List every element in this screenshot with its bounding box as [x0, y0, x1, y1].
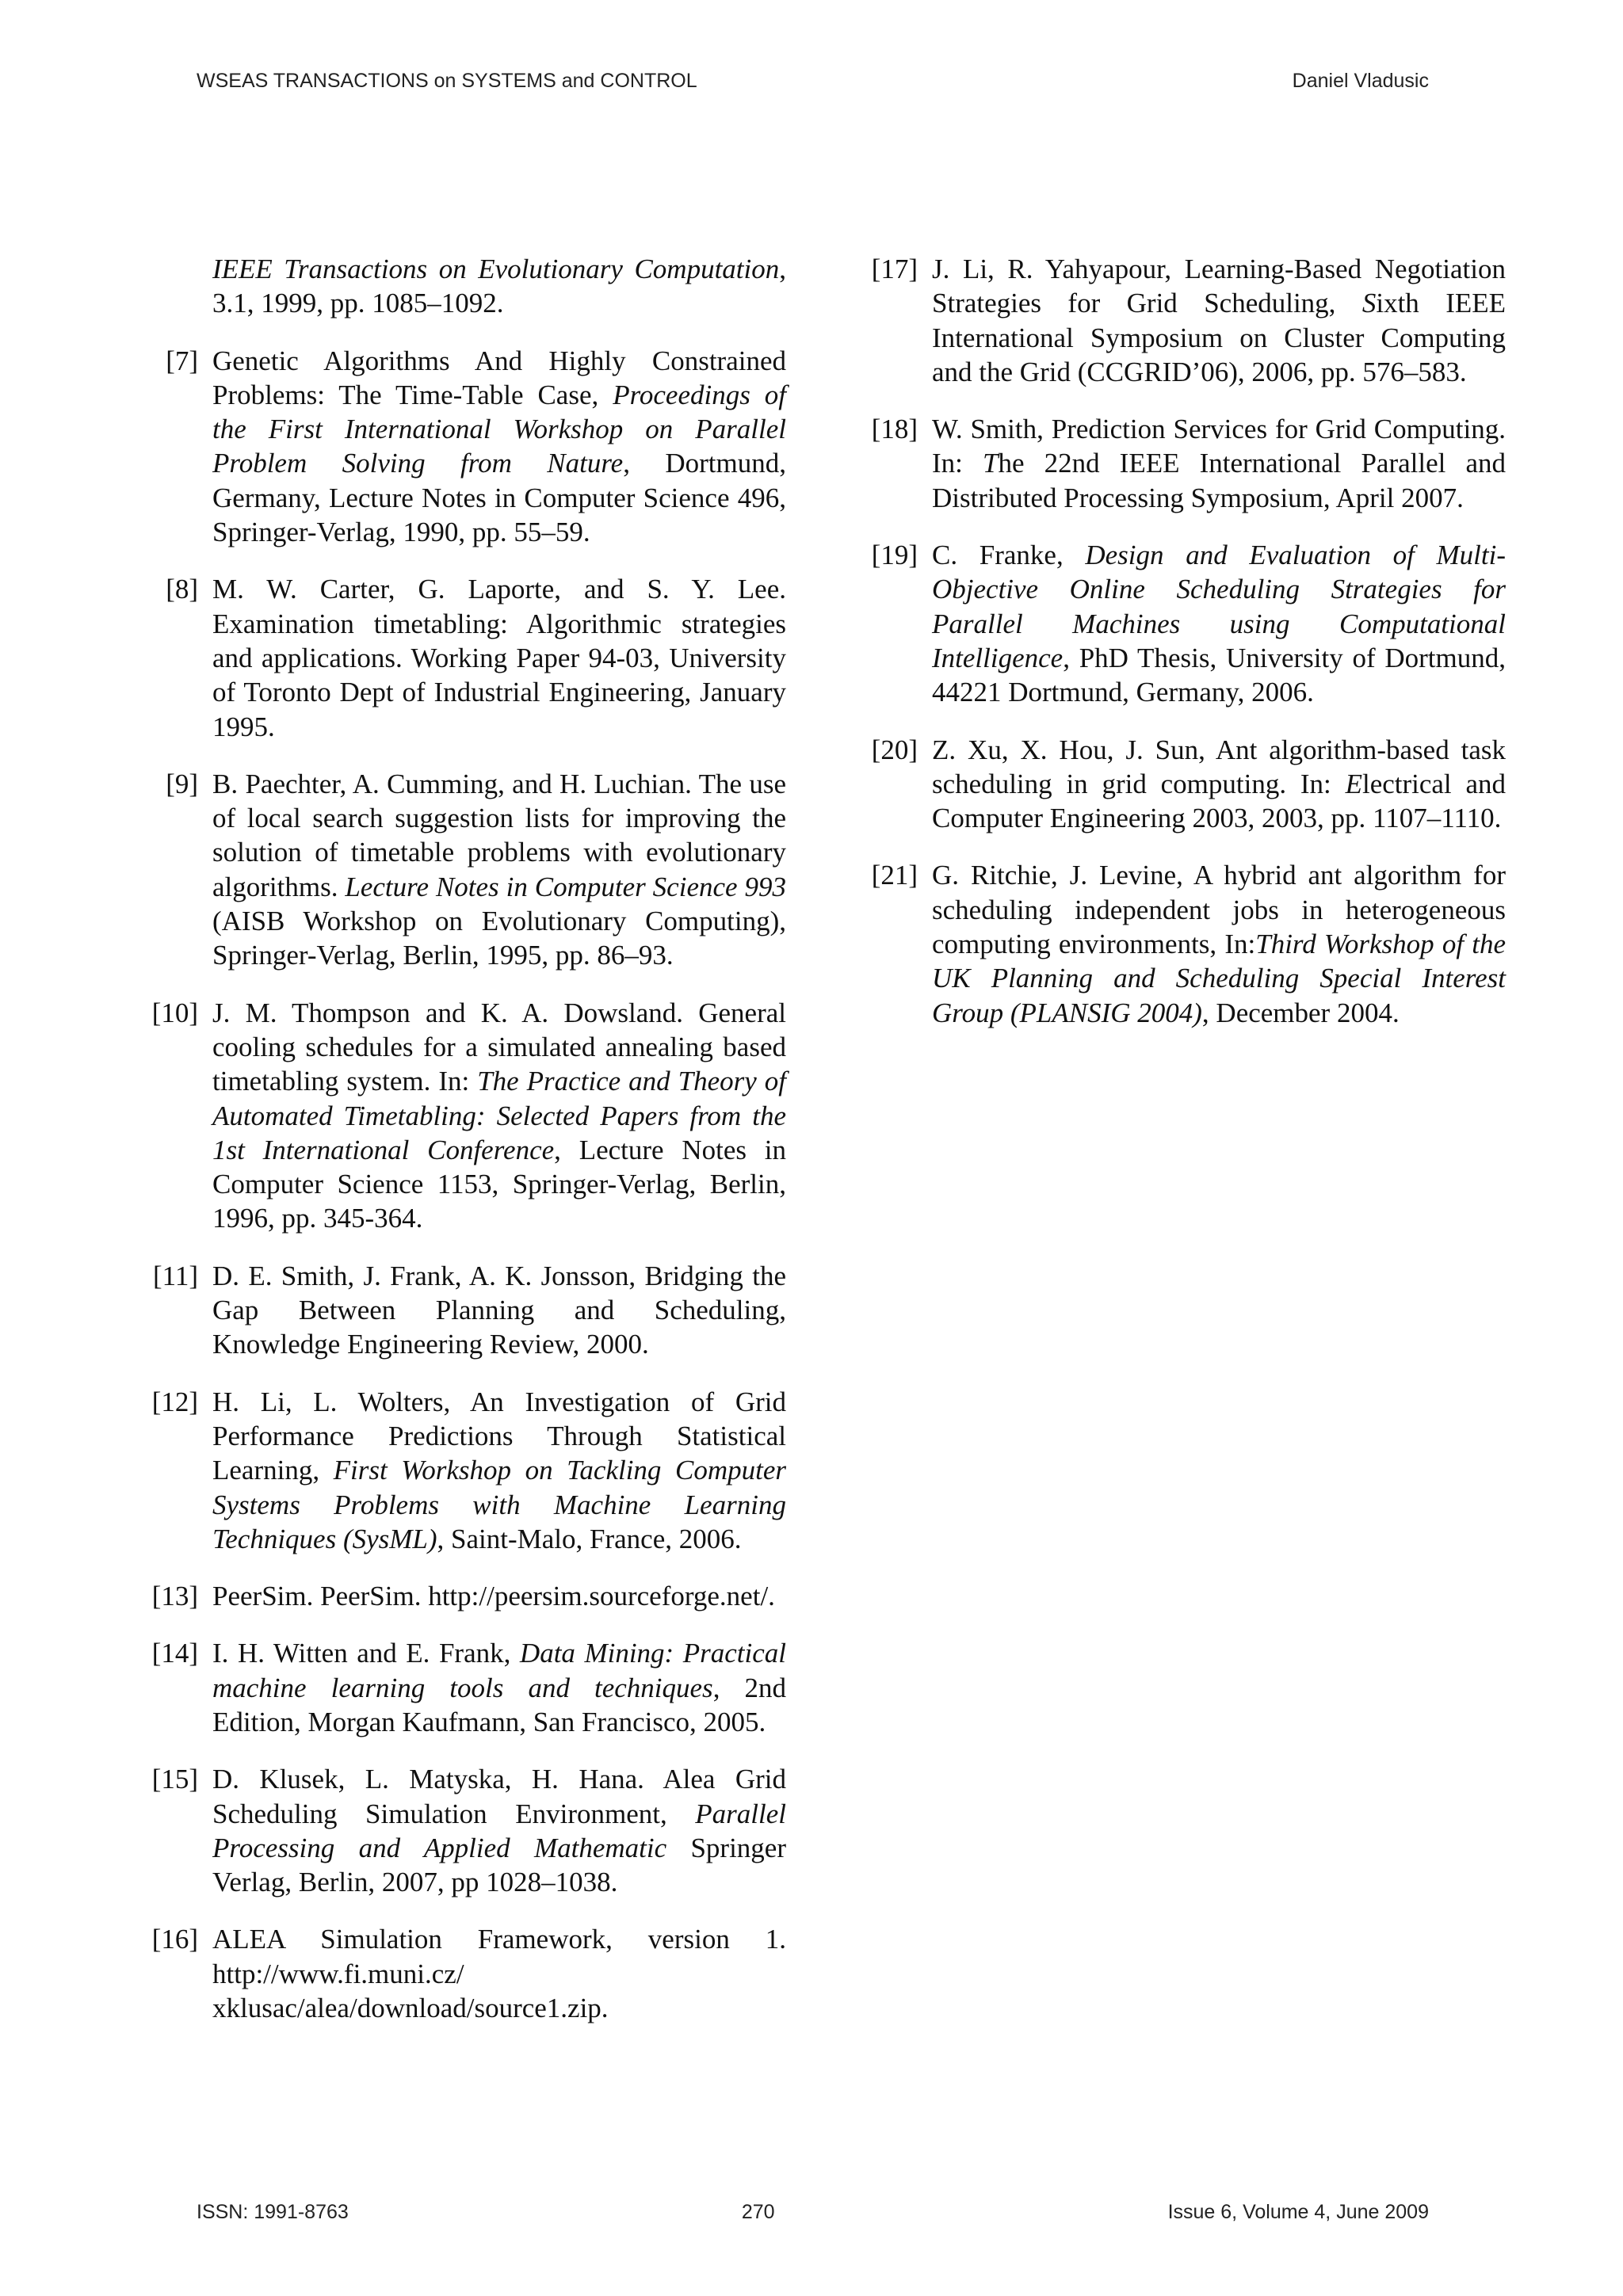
ref-part: J. Li, R. Yahyapour, Learning-Based Negotiation Strategies for Grid Scheduling,: [932, 254, 1506, 319]
ref-part: ALEA Simulation Framework, version 1. http://www.fi.muni.cz/ xklusac/alea/download/source1.zip.: [212, 1924, 786, 2024]
reference-number: [10]: [151, 997, 198, 1028]
reference-item: [147, 1922, 786, 2025]
reference-item: [147, 1259, 786, 1362]
ref-part: Third Workshop of the UK Planning and Scheduling Special Interest Group (PLANSIG 2004): [932, 929, 1506, 1028]
reference-item: [147, 572, 786, 743]
ref-part: , PhD Thesis, University of Dortmund, 44221 Dortmund, Germany, 2006.: [932, 642, 1506, 708]
running-header: [197, 70, 1429, 93]
reference-text: [212, 1579, 786, 1613]
reference-text: [212, 1259, 786, 1362]
ref-part: , December 2004.: [1201, 997, 1400, 1028]
reference-number: [8]: [166, 574, 198, 605]
ref-part: T: [982, 448, 999, 479]
ref-part: E: [1345, 768, 1362, 799]
ref-part: Lecture Notes in Computer Science 993: [345, 871, 786, 902]
reference-number: [14]: [151, 1638, 198, 1669]
reference-item: [147, 996, 786, 1236]
reference-item: [866, 252, 1506, 389]
reference-number: [9]: [166, 768, 198, 799]
ref-part: (AISB Workshop on Evolutionary Computing), Springer-Verlag, Berlin, 1995, pp. 86–93.: [212, 906, 786, 971]
ref-part: Proceedings of the First International Workshop on Parallel Problem Solving from Nature: [212, 379, 787, 479]
reference-number: [20]: [871, 734, 918, 765]
ref-part: IEEE Transactions on Evolutionary Computation: [212, 254, 780, 284]
reference-text: [212, 1636, 786, 1739]
reference-item: [866, 412, 1506, 515]
ref-part: The Practice and Theory of Automated Timetabling: Selected Papers from the 1st International Conference: [212, 1066, 786, 1165]
ref-part: I. H. Witten and E. Frank,: [212, 1638, 520, 1669]
ref-part: , 2nd Edition, Morgan Kaufmann, San Francisco, 2005.: [212, 1672, 787, 1737]
reference-text: [212, 344, 786, 550]
reference-item: [147, 1636, 786, 1739]
reference-text: [932, 733, 1506, 836]
ref-part: S: [1361, 288, 1377, 319]
ref-part: B. Paechter, A. Cumming, and H. Luchian. The use of local search suggestion lists for improving the solution of timetable problems with evolutionary algorithms.: [212, 768, 786, 902]
reference-text: [212, 1762, 786, 1899]
reference-number: [16]: [151, 1924, 198, 1955]
reference-number: [15]: [151, 1764, 198, 1795]
ref-part: M. W. Carter, G. Laporte, and S. Y. Lee. Examination timetabling: Algorithmic strategies and applications. Working Paper 94-03, University of Toronto Dept of Industrial Engineering, January 1995.: [212, 574, 786, 742]
ref-part: G. Ritchie, J. Levine, A hybrid ant algorithm for scheduling independent jobs in heterogeneous computing environments, In:: [932, 860, 1506, 960]
reference-number: [18]: [871, 414, 918, 445]
reference-item: [147, 1385, 786, 1556]
reference-item: [147, 1762, 786, 1899]
ref-part: , 3.1, 1999, pp. 1085–1092.: [212, 254, 786, 319]
ref-part: Z. Xu, X. Hou, J. Sun, Ant algorithm-based task scheduling in grid computing. In:: [932, 734, 1506, 799]
issue-info: Issue 6, Volume 4, June 2009: [1167, 2201, 1429, 2223]
reference-item: [866, 858, 1506, 1029]
ref-part: C. Franke,: [932, 540, 1086, 571]
ref-part: lectrical and Computer Engineering 2003, 2003, pp. 1107–1110.: [932, 768, 1506, 834]
reference-column-left: [147, 252, 786, 2048]
ref-part: , Saint-Malo, France, 2006.: [437, 1523, 742, 1554]
reference-text: [932, 538, 1506, 709]
ref-part: D. E. Smith, J. Frank, A. K. Jonsson, Bridging the Gap Between Planning and Scheduling, Knowledge Engineering Review, 2000.: [212, 1260, 786, 1360]
ref-part: Data Mining: Practical machine learning tools and techniques: [212, 1638, 786, 1703]
reference-text: [212, 767, 786, 973]
reference-text: [932, 252, 1506, 389]
reference-text: [932, 412, 1506, 515]
ref-part: PeerSim. PeerSim. http://peersim.sourceforge.net/.: [212, 1581, 775, 1612]
reference-continuation: [147, 252, 786, 321]
reference-text: [212, 996, 786, 1236]
reference-item: [147, 344, 786, 550]
ref-part: Springer Verlag, Berlin, 2007, pp 1028–1038.: [212, 1832, 786, 1898]
issn: ISSN: 1991-8763: [197, 2201, 349, 2223]
reference-text: [212, 572, 786, 743]
ref-part: Design and Evaluation of Multi-Objective Online Scheduling Strategies for Parallel Machines using Computational Intelligence: [932, 540, 1506, 673]
ref-part: , Lecture Notes in Computer Science 1153, Springer-Verlag, Berlin, 1996, pp. 345-364.: [212, 1134, 786, 1234]
reference-text: [932, 858, 1506, 1029]
ref-part: Genetic Algorithms And Highly Constrained Problems: The Time-Table Case,: [212, 345, 786, 410]
reference-number: [19]: [871, 540, 918, 571]
reference-number: [12]: [151, 1386, 198, 1417]
reference-number: [17]: [871, 254, 918, 284]
reference-number: [13]: [151, 1581, 198, 1612]
journal-name: WSEAS TRANSACTIONS on SYSTEMS and CONTROL: [197, 70, 697, 92]
ref-part: he 22nd IEEE International Parallel and Distributed Processing Symposium, April 2007.: [932, 448, 1506, 513]
ref-part: J. M. Thompson and K. A. Dowsland. General cooling schedules for a simulated annealing based timetabling system. In:: [212, 997, 786, 1097]
reference-number: [11]: [152, 1260, 198, 1291]
reference-item: [147, 1579, 786, 1613]
ref-part: Parallel Processing and Applied Mathematic: [212, 1798, 786, 1863]
reference-number: [21]: [871, 860, 918, 891]
ref-part: H. Li, L. Wolters, An Investigation of Grid Performance Predictions Through Statistical Learning,: [212, 1386, 786, 1486]
reference-text: [212, 1922, 786, 2025]
reference-item: [866, 733, 1506, 836]
ref-part: First Workshop on Tackling Computer Systems Problems with Machine Learning Techniques (SysML): [212, 1455, 787, 1554]
reference-number: [7]: [166, 345, 198, 376]
reference-item: [147, 767, 786, 973]
author-name: Daniel Vladusic: [1292, 70, 1429, 92]
ref-part: ixth IEEE International Symposium on Cluster Computing and the Grid (CCGRID’06), 2006, pp. 576–583.: [932, 288, 1506, 387]
ref-part: W. Smith, Prediction Services for Grid Computing. In:: [932, 414, 1506, 479]
running-footer: [197, 2201, 1429, 2224]
reference-item: [866, 538, 1506, 709]
reference-column-right: [866, 252, 1506, 1053]
ref-part: , Dortmund, Germany, Lecture Notes in Computer Science 496, Springer-Verlag, 1990, pp. 55–59.: [212, 448, 786, 548]
reference-text: [212, 1385, 786, 1556]
page-number: 270: [741, 2201, 775, 2223]
ref-part: D. Klusek, L. Matyska, H. Hana. Alea Grid Scheduling Simulation Environment,: [212, 1764, 786, 1829]
